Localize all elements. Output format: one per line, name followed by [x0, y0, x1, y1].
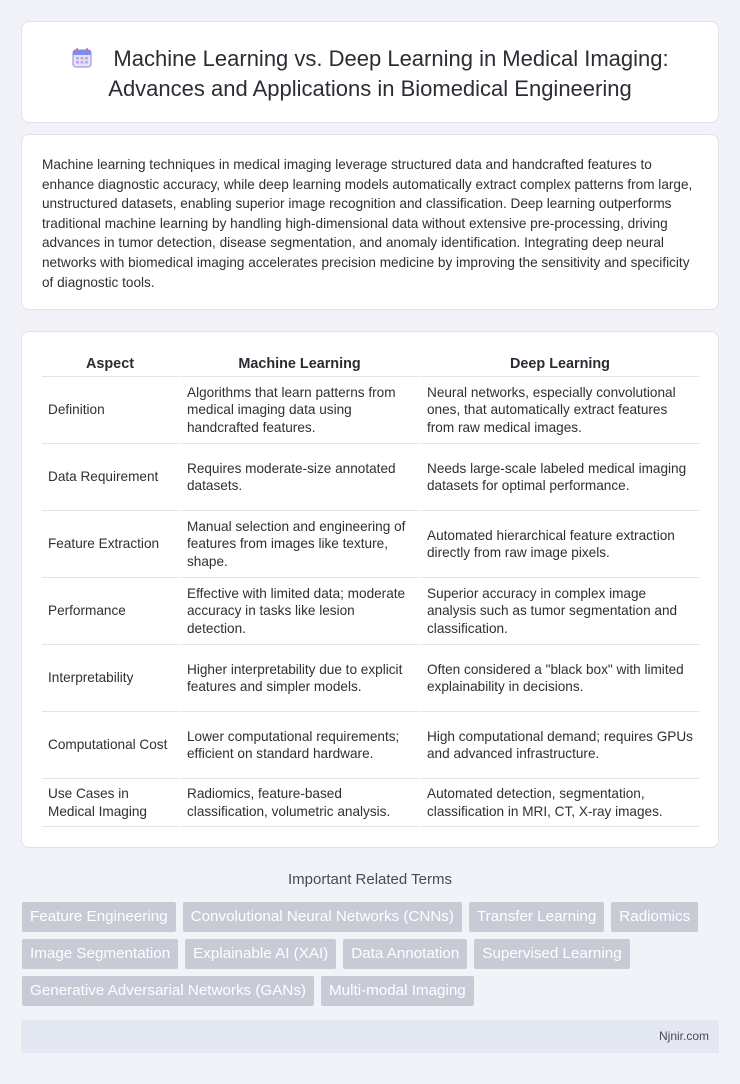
- table-row: [42, 779, 699, 827]
- related-term-tag[interactable]: Convolutional Neural Networks (CNNs): [183, 902, 462, 932]
- aspect-cell: Computational Cost: [42, 712, 178, 779]
- summary-text: Machine learning techniques in medical imaging leverage structured data and handcrafted features to enhance diagnostic accuracy, while deep learning models automatically extract complex patterns from large, unstructured datasets, enabling superior image recognition and classification. Deep learning outperforms traditional machine learning by handling high-dimensional data without extensive pre-processing, driving advances in tumor detection, disease segmentation, and anomaly identification. Integrating deep neural networks with biomedical imaging accelerates precision medicine by improving the sensitivity and specificity of diagnostic tools.: [42, 157, 693, 290]
- related-term-tag[interactable]: Multi-modal Imaging: [321, 976, 474, 1006]
- title-line-2: Advances and Applications in Biomedical Engineering: [108, 76, 632, 101]
- comparison-table: [42, 353, 699, 827]
- related-terms-title: Important Related Terms: [288, 871, 452, 888]
- table-row: [42, 377, 699, 444]
- comparison-table-card: [21, 331, 719, 848]
- related-term-tag[interactable]: Image Segmentation: [22, 939, 178, 969]
- footer-site-link[interactable]: Njnir.com: [658, 1029, 709, 1043]
- header-deep-learning: Deep Learning: [418, 353, 699, 377]
- table-row: [42, 511, 699, 578]
- related-term-tag[interactable]: Radiomics: [611, 902, 698, 932]
- related-terms-list: [22, 902, 712, 1013]
- ml-cell: Requires moderate-size annotated datasets.: [178, 444, 418, 511]
- table-row: [42, 578, 699, 645]
- dl-cell: Needs large-scale labeled medical imaging datasets for optimal performance.: [418, 444, 699, 511]
- page-title: [22, 44, 718, 104]
- ml-cell: Effective with limited data; moderate accuracy in tasks like lesion detection.: [178, 578, 418, 645]
- aspect-cell: Data Requirement: [42, 444, 178, 511]
- aspect-cell: Interpretability: [42, 645, 178, 712]
- header-aspect: Aspect: [42, 353, 178, 377]
- title-card: [21, 21, 719, 123]
- aspect-cell: Definition: [42, 377, 178, 444]
- dl-cell: Often considered a "black box" with limited explainability in decisions.: [418, 645, 699, 712]
- table-row: [42, 712, 699, 779]
- related-term-tag[interactable]: Data Annotation: [343, 939, 467, 969]
- table-header-row: [42, 353, 699, 377]
- table-row: [42, 645, 699, 712]
- dl-cell: Superior accuracy in complex image analysis such as tumor segmentation and classification.: [418, 578, 699, 645]
- ml-cell: Lower computational requirements; efficient on standard hardware.: [178, 712, 418, 779]
- dl-cell: Automated hierarchical feature extraction directly from raw image pixels.: [418, 511, 699, 578]
- dl-cell: High computational demand; requires GPUs and advanced infrastructure.: [418, 712, 699, 779]
- table-row: [42, 444, 699, 511]
- related-term-tag[interactable]: Supervised Learning: [474, 939, 629, 969]
- aspect-cell: Feature Extraction: [42, 511, 178, 578]
- header-machine-learning: Machine Learning: [178, 353, 418, 377]
- aspect-cell: Performance: [42, 578, 178, 645]
- ml-cell: Higher interpretability due to explicit features and simpler models.: [178, 645, 418, 712]
- related-term-tag[interactable]: Transfer Learning: [469, 902, 604, 932]
- aspect-cell: Use Cases in Medical Imaging: [42, 779, 178, 827]
- related-term-tag[interactable]: Generative Adversarial Networks (GANs): [22, 976, 314, 1006]
- related-term-tag[interactable]: Feature Engineering: [22, 902, 176, 932]
- related-term-tag[interactable]: Explainable AI (XAI): [185, 939, 336, 969]
- dl-cell: Automated detection, segmentation, classification in MRI, CT, X-ray images.: [418, 779, 699, 827]
- ml-cell: Radiomics, feature-based classification, volumetric analysis.: [178, 779, 418, 827]
- calendar-icon: [71, 47, 93, 69]
- footer: [21, 1020, 719, 1053]
- ml-cell: Algorithms that learn patterns from medical imaging data using handcrafted features.: [178, 377, 418, 444]
- dl-cell: Neural networks, especially convolutional ones, that automatically extract features from raw medical images.: [418, 377, 699, 444]
- ml-cell: Manual selection and engineering of features from images like texture, shape.: [178, 511, 418, 578]
- title-line-1: Machine Learning vs. Deep Learning in Medical Imaging:: [113, 46, 669, 71]
- summary-card: [21, 134, 719, 310]
